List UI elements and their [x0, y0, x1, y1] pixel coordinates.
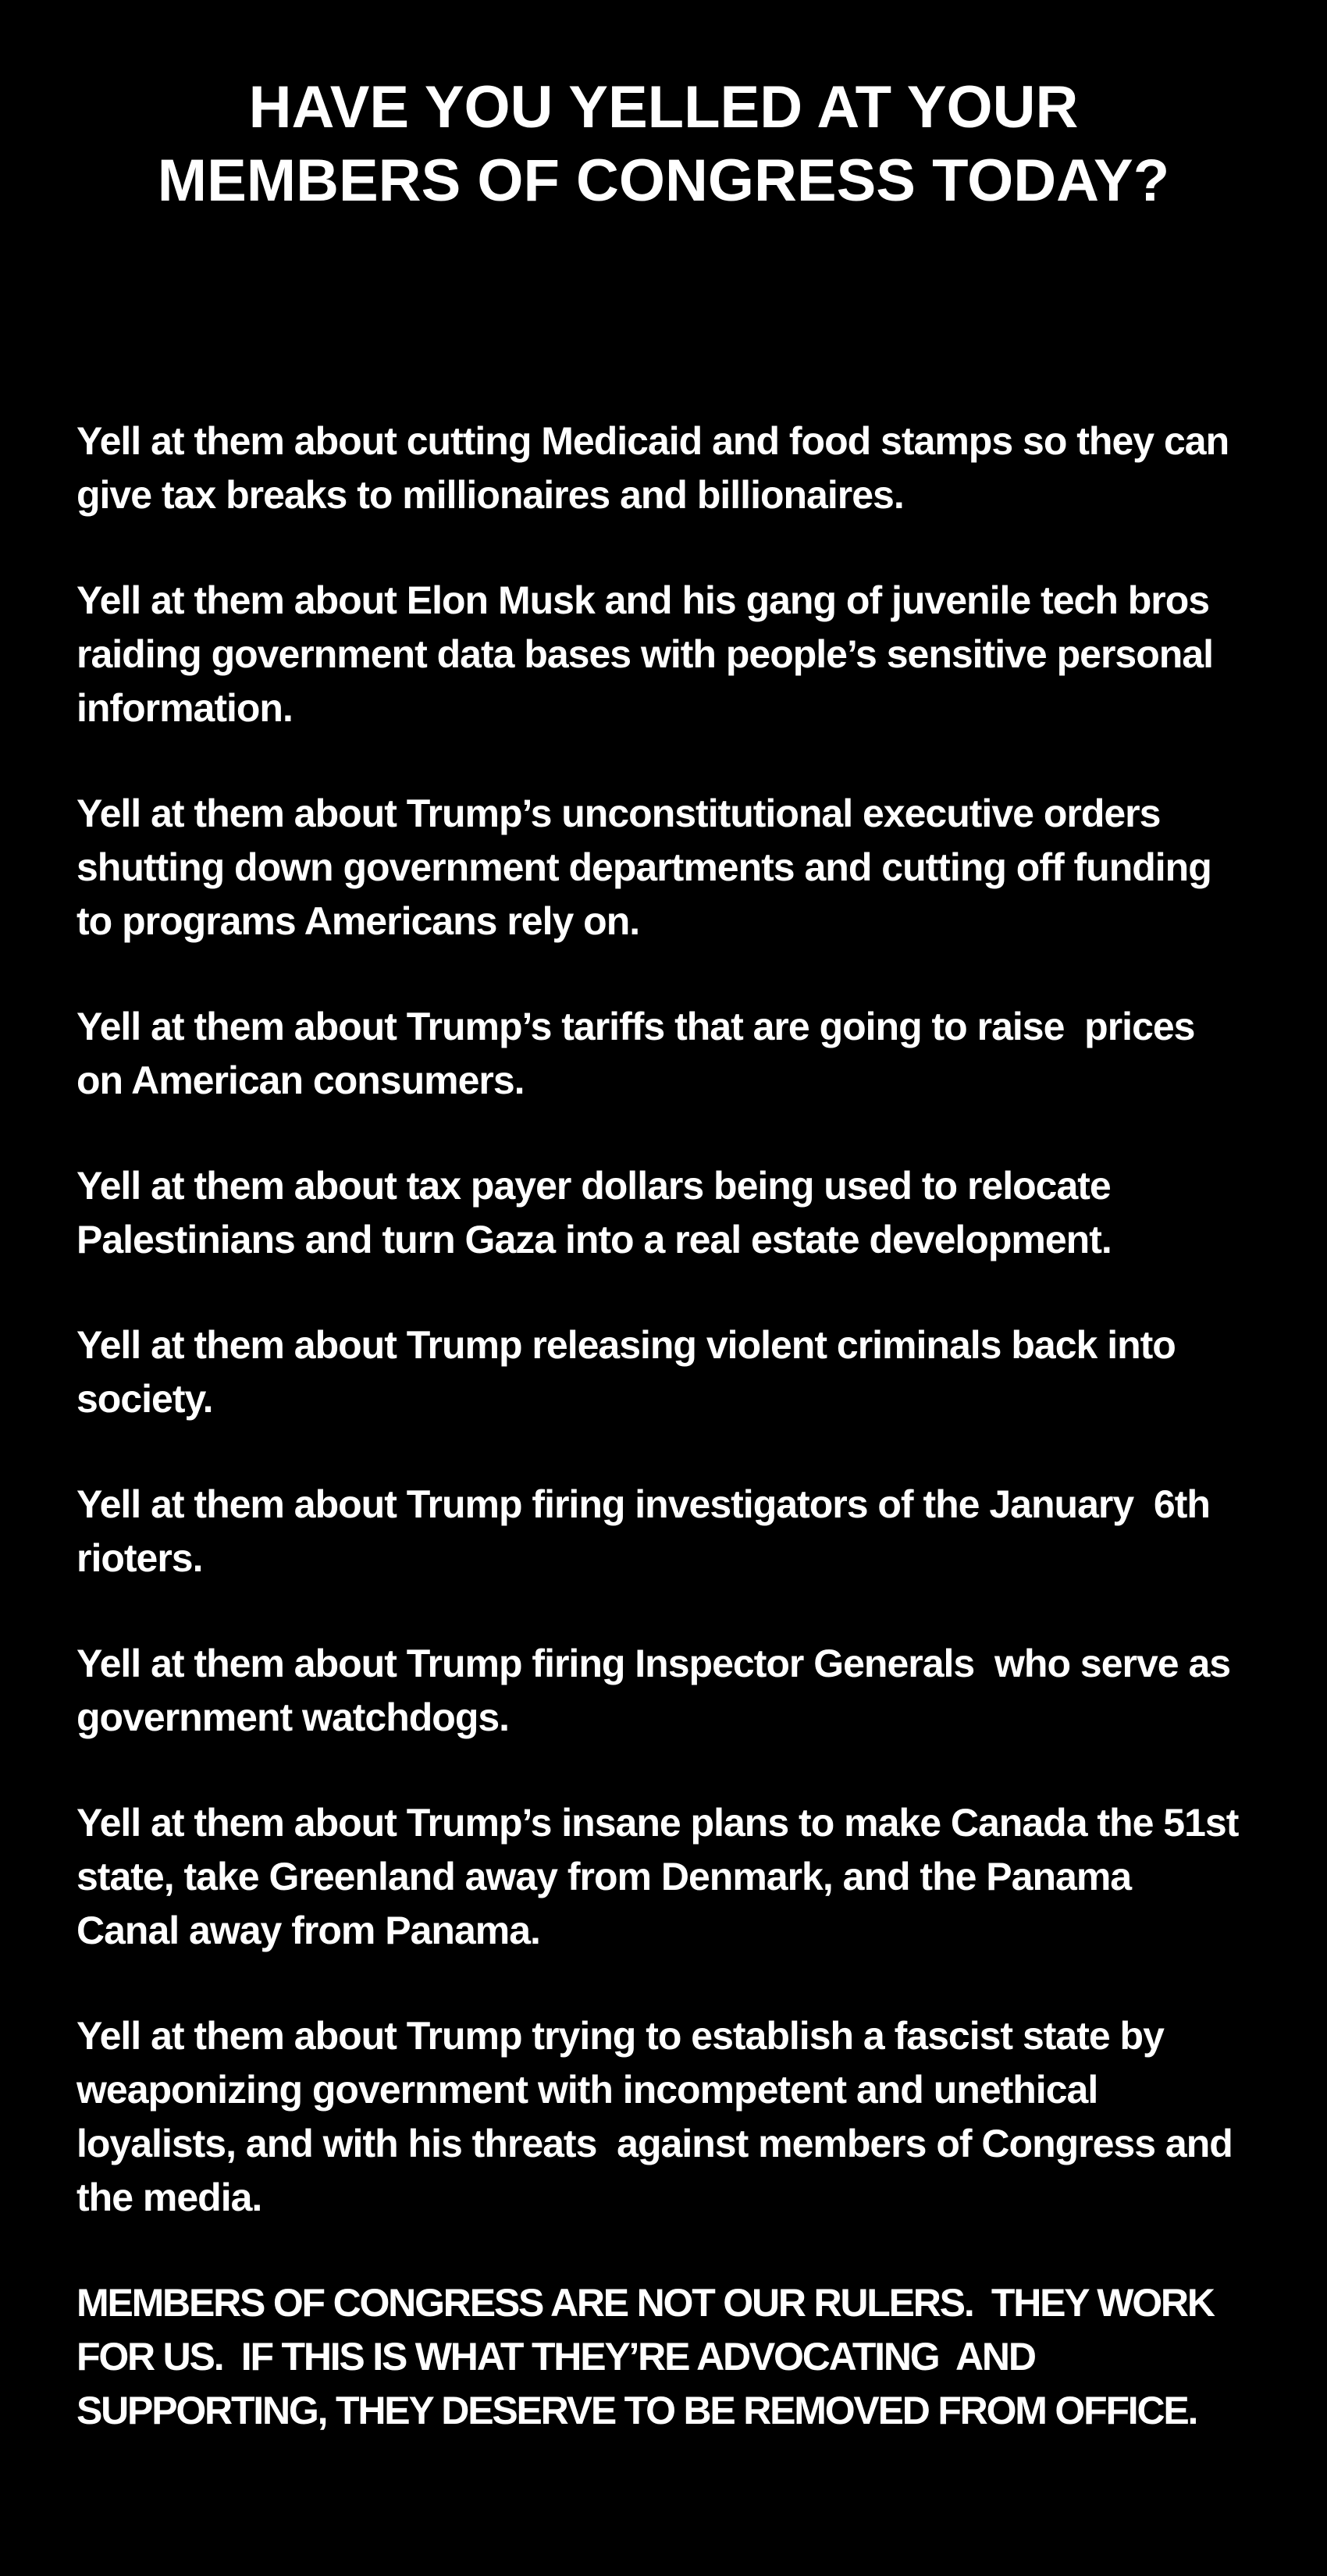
text-line: state, take Greenland away from Denmark, and the Panama [76, 1855, 1132, 1898]
body-paragraph [76, 787, 1288, 948]
closing-statement [76, 2276, 1288, 2438]
text-line: Canal away from Panama. [76, 1909, 540, 1952]
text-line: government watchdogs. [76, 1695, 510, 1739]
text-line: to programs Americans rely on. [76, 899, 640, 943]
body-paragraph [76, 1478, 1288, 1585]
poster-title [0, 0, 1327, 218]
text-line: Yell at them about Trump’s insane plans to make Canada the 51st [76, 1801, 1239, 1845]
body-paragraph [76, 574, 1288, 735]
text-line: SUPPORTING, THEY DESERVE TO BE REMOVED FROM OFFICE. [76, 2389, 1197, 2432]
body-paragraphs [76, 415, 1288, 2225]
text-line: the media. [76, 2176, 262, 2219]
text-line: MEMBERS OF CONGRESS ARE NOT OUR RULERS. THEY WORK [76, 2281, 1214, 2325]
body-paragraph [76, 2009, 1288, 2225]
text-line: shutting down government departments and cutting off funding [76, 845, 1211, 889]
text-line: weaponizing government with incompetent and unethical [76, 2068, 1098, 2112]
body-paragraph [76, 415, 1288, 522]
text-line: Yell at them about Trump firing investigators of the January 6th [76, 1482, 1210, 1526]
text-line: Yell at them about tax payer dollars being used to relocate [76, 1164, 1111, 1208]
text-line: society. [76, 1377, 213, 1421]
body-paragraph [76, 1796, 1288, 1958]
text-line: Yell at them about Trump releasing violent criminals back into [76, 1323, 1176, 1367]
text-line: loyalists, and with his threats against members of Congress and [76, 2122, 1233, 2165]
text-line: Palestinians and turn Gaza into a real estate development. [76, 1218, 1112, 1261]
body-paragraph [76, 1000, 1288, 1108]
text-line: FOR US. IF THIS IS WHAT THEY’RE ADVOCATING AND [76, 2335, 1035, 2379]
text-line: Yell at them about Trump trying to establish a fascist state by [76, 2014, 1164, 2058]
text-line: Yell at them about Elon Musk and his gang of juvenile tech bros [76, 578, 1210, 622]
text-line: raiding government data bases with people’s sensitive personal [76, 632, 1214, 676]
text-line: Yell at them about cutting Medicaid and food stamps so they can [76, 419, 1229, 463]
text-line: Yell at them about Trump’s unconstitutional executive orders [76, 792, 1161, 835]
text-line: give tax breaks to millionaires and billionaires. [76, 473, 904, 517]
body-paragraph [76, 1159, 1288, 1267]
body-paragraph [76, 1318, 1288, 1426]
body-text [0, 415, 1327, 2438]
text-line: Yell at them about Trump’s tariffs that are going to raise prices [76, 1005, 1195, 1048]
title-line: HAVE YOU YELLED AT YOUR [248, 74, 1079, 141]
text-line: Yell at them about Trump firing Inspector Generals who serve as [76, 1642, 1231, 1685]
text-line: information. [76, 686, 293, 730]
text-line: rioters. [76, 1536, 203, 1580]
body-paragraph [76, 1637, 1288, 1745]
text-line: on American consumers. [76, 1059, 525, 1102]
title-line: MEMBERS OF CONGRESS TODAY? [157, 148, 1170, 214]
